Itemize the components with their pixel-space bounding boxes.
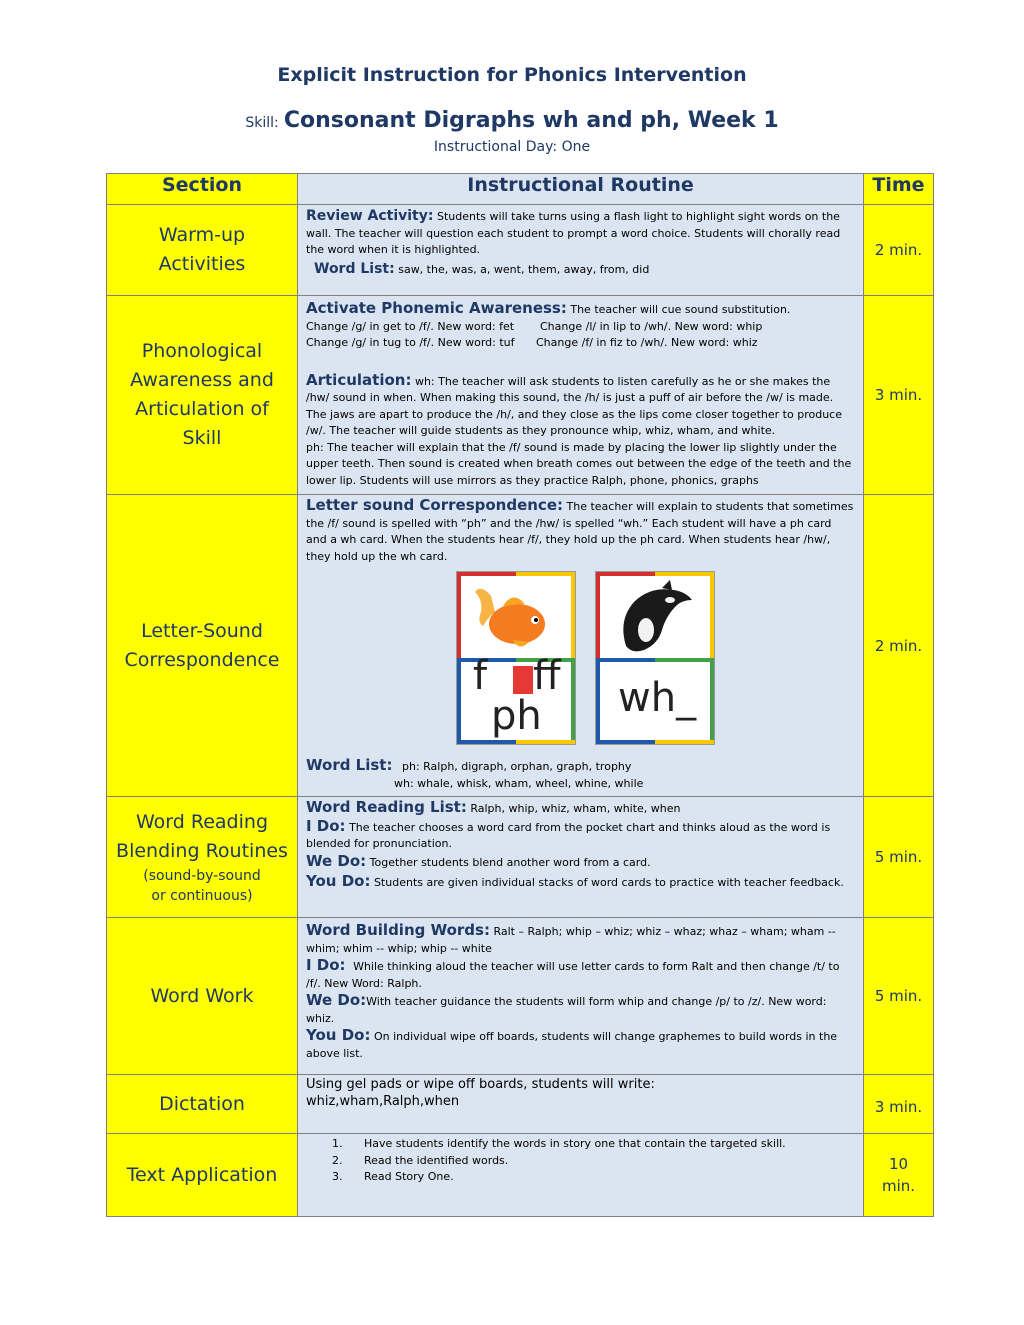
- card-letters-ph: ph: [491, 693, 542, 739]
- table-row: [107, 205, 934, 296]
- card-letters-wh: wh_: [618, 675, 697, 721]
- letter-wordlist-label: Word List:: [306, 756, 393, 774]
- routine-letter-sound: [298, 495, 864, 797]
- reading-we-do: [306, 853, 855, 872]
- build-text: Ralt – Ralph; whip – whiz; whiz – whaz; whaz – wham; wham -- whim; whim -- whip; whip -- white: [306, 925, 836, 955]
- change-line-2: Change /g/ in tug to /f/. New word: tuf Change /f/ in fiz to /wh/. New word: whiz: [306, 336, 758, 349]
- work-youdo-label: You Do:: [306, 1026, 371, 1044]
- dictation-line-1: Using gel pads or wipe off boards, students will write:: [306, 1077, 655, 1092]
- picture-cards: [456, 571, 855, 747]
- section-word-reading: Word Reading Blending Routines (sound-by-sound or continuous): [107, 797, 298, 918]
- letter-wordlist: [306, 757, 855, 776]
- time-warmup: 2 min.: [864, 205, 934, 296]
- work-wedo-label: We Do:: [306, 991, 367, 1009]
- routine-phonological: [298, 296, 864, 495]
- correspondence-label: Letter sound Correspondence:: [306, 496, 563, 514]
- reading-list-label: Word Reading List:: [306, 798, 467, 816]
- routine-word-reading: [298, 797, 864, 918]
- articulation: [306, 372, 855, 440]
- build-label: Word Building Words:: [306, 921, 490, 939]
- work-wedo-text: With teacher guidance the students will form whip and change /p/ to /z/. New word: whiz.: [306, 995, 827, 1025]
- activate-text: The teacher will cue sound substitution.: [570, 303, 791, 316]
- column-header-routine: Instructional Routine: [298, 174, 864, 205]
- time-dictation: 3 min.: [864, 1075, 934, 1134]
- table-row: [107, 1134, 934, 1217]
- review-text: Students will take turns using a flash light to highlight sight words on the wall. The teacher will question each student to prompt a word choice. Students will chorally read the word when it is highlighted.: [306, 210, 841, 256]
- reading-you-do: [306, 873, 855, 892]
- table-row: [107, 296, 934, 495]
- activate-label: Activate Phonemic Awareness:: [306, 299, 567, 317]
- reading-ido-label: I Do:: [306, 816, 346, 835]
- reading-youdo-label: You Do:: [306, 872, 371, 890]
- time-letter-sound: 2 min.: [864, 495, 934, 797]
- ph-card: [456, 571, 576, 745]
- dictation-line-2: whiz,wham,Ralph,when: [306, 1094, 460, 1109]
- time-word-reading: 5 min.: [864, 797, 934, 918]
- goldfish-icon: [473, 582, 553, 654]
- work-ido-text: While thinking aloud the teacher will use letter cards to form Ralt and then change /t/ to /f/. New Word: Ralph.: [306, 960, 840, 990]
- change-line-1: Change /g/ in get to /f/. New word: fet Change /l/ in lip to /wh/. New word: whip: [306, 319, 763, 333]
- activate-awareness: [306, 300, 855, 319]
- section-word-reading-sub: (sound-by-sound or continuous): [143, 868, 261, 904]
- section-text-application: Text Application: [107, 1134, 298, 1217]
- card-letter-f: f: [473, 653, 488, 699]
- work-youdo-text: On individual wipe off boards, students will change graphemes to build words in the above list.: [306, 1030, 838, 1060]
- correspondence-text: The teacher will explain to students that sometimes the /f/ sound is spelled with “ph” and the /hw/ is spelled “wh.” Each student will have a ph card and a wh card. When the students hear /f/, they hold up the ph card. When students hear /hw/, they hold up the wh card.: [306, 500, 854, 563]
- routine-text-application: [298, 1134, 864, 1217]
- routine-warmup: [298, 205, 864, 296]
- card-letters-ff: ff: [533, 653, 561, 699]
- routine-dictation: [298, 1075, 864, 1134]
- list-item: 1. Have students identify the words in story one that contain the targeted skill.: [346, 1136, 855, 1153]
- time-text-application: 10 min.: [864, 1134, 934, 1217]
- lesson-table: [106, 173, 934, 1217]
- reading-wedo-text: Together students blend another word from a card.: [369, 855, 651, 869]
- list-item: 2. Read the identified words.: [346, 1153, 855, 1170]
- articulation-label: Articulation:: [306, 370, 412, 389]
- work-we-do: [306, 992, 855, 1027]
- warmup-wordlist: [306, 261, 855, 279]
- whale-icon: [616, 580, 696, 654]
- skill-line: [0, 108, 1024, 133]
- table-row: [107, 495, 934, 797]
- build-words: [306, 922, 855, 957]
- letter-correspondence: [306, 497, 855, 565]
- review-label: Review Activity:: [306, 208, 434, 224]
- review-activity: [306, 208, 855, 259]
- page-title: Explicit Instruction for Phonics Intervention: [277, 64, 747, 86]
- section-warmup: Warm-up Activities: [107, 205, 298, 296]
- card-blank: [513, 666, 533, 694]
- time-word-work: 5 min.: [864, 918, 934, 1075]
- reading-list-text: Ralph, whip, whiz, wham, white, when: [470, 802, 681, 815]
- wordlist-wh: wh: whale, whisk, wham, wheel, whine, while: [394, 776, 644, 790]
- reading-youdo-text: Students are given individual stacks of word cards to practice with teacher feedback.: [373, 876, 844, 889]
- table-row: [107, 797, 934, 918]
- column-header-section: Section: [107, 174, 298, 205]
- time-phonological: 3 min.: [864, 296, 934, 495]
- section-dictation: Dictation: [107, 1075, 298, 1134]
- reading-ido-text: The teacher chooses a word card from the pocket chart and thinks aloud as the word is blended for pronunciation.: [306, 820, 831, 850]
- column-header-time: Time: [864, 174, 934, 205]
- reading-i-do: [306, 818, 855, 853]
- ph-articulation: ph: The teacher will explain that the /f/ sound is made by placing the lower lip slightly under the upper teeth. Then sound is created when breath comes out between the edge of the teeth and the lower lip. Students will use mirrors as they practice Ralph, phone, phonics, graphs: [306, 440, 852, 487]
- work-you-do: [306, 1027, 855, 1062]
- wh-card: [595, 571, 715, 745]
- reading-wedo-label: We Do:: [306, 851, 367, 870]
- instructional-day: Instructional Day: One: [433, 139, 591, 155]
- routine-word-work: [298, 918, 864, 1075]
- section-phonological: Phonological Awareness and Articulation of Skill: [107, 296, 298, 495]
- work-ido-label: I Do:: [306, 956, 346, 974]
- table-header-row: [107, 174, 934, 205]
- skill-label: Skill:: [245, 115, 279, 131]
- articulation-text: wh: The teacher will ask students to listen carefully as he or she makes the /hw/ sound in when. When making this sound, the /h/ is just a puff of air before the /w/ is made. The jaws are apart to produce the /h/, and they close as the lips come closer together to produce /w/. The teacher will guide students as they pronounce whip, whiz, wham, and white.: [306, 374, 842, 437]
- text-application-steps: [306, 1136, 855, 1186]
- wordlist-ph: ph: Ralph, digraph, orphan, graph, trophy: [401, 760, 632, 773]
- section-word-work: Word Work: [107, 918, 298, 1075]
- reading-list: [306, 799, 855, 818]
- table-row: [107, 918, 934, 1075]
- wordlist-text: saw, the, was, a, went, them, away, from, did: [398, 262, 650, 276]
- section-letter-sound: Letter-Sound Correspondence: [107, 495, 298, 797]
- table-row: [107, 1075, 934, 1134]
- work-i-do: [306, 957, 855, 992]
- list-item: 3. Read Story One.: [346, 1169, 855, 1186]
- skill-value: Consonant Digraphs wh and ph, Week 1: [283, 108, 779, 133]
- wordlist-label: Word List:: [314, 260, 395, 277]
